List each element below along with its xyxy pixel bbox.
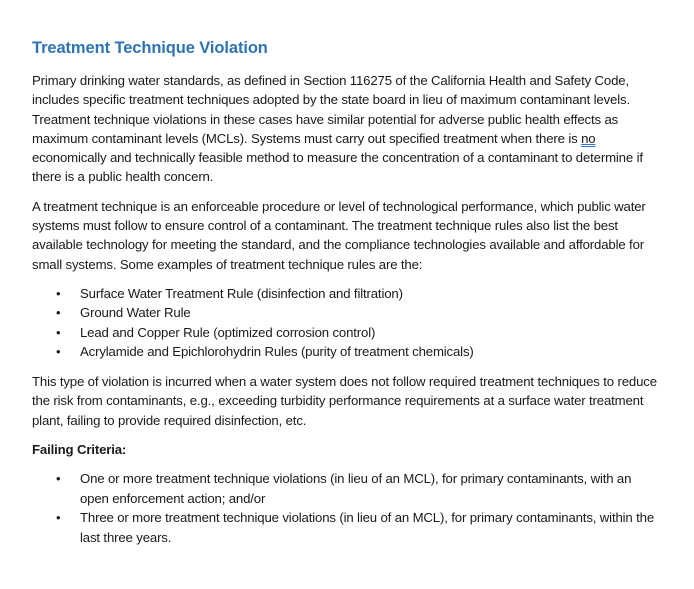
document-page	[32, 37, 662, 557]
bullet-icon: •	[56, 305, 61, 321]
list-item-text: Surface Water Treatment Rule (disinfection and filtration)	[80, 285, 403, 301]
list-item	[32, 323, 662, 343]
treatment-technique-paragraph: A treatment technique is an enforceable procedure or level of technological performance, which public water systems must follow to ensure control of a contaminant. The treatment technique rules also list the best available technology for meeting the standard, and the compliance technologies available and affordable for small systems. Some examples of treatment technique rules are the:	[32, 198, 646, 272]
intro-text-before: Primary drinking water standards, as defined in Section 116275 of the California Health and Safety Code, includes specific treatment techniques adopted by the state board in lieu of maximum contaminant levels. Treatment technique violations in these cases have similar potential for adverse public health effects as maximum contaminant levels (MCLs). Systems must carry out specified treatment when there is	[32, 73, 630, 146]
list-item-text: One or more treatment technique violations (in lieu of an MCL), for primary contaminants, with an open enforcement action; and/or	[80, 471, 632, 506]
list-item	[32, 469, 662, 508]
list-item	[32, 508, 662, 547]
list-item-text: Lead and Copper Rule (optimized corrosion control)	[80, 324, 376, 340]
list-item	[32, 284, 662, 304]
failing-criteria-heading: Failing Criteria:	[32, 441, 127, 457]
underlined-word: no	[581, 130, 596, 146]
document-title: Treatment Technique Violation	[32, 39, 268, 57]
list-item	[32, 342, 662, 362]
list-item-text: Acrylamide and Epichlorohydrin Rules (purity of treatment chemicals)	[80, 344, 474, 360]
bullet-icon: •	[56, 471, 61, 487]
violation-paragraph: This type of violation is incurred when a water system does not follow required treatment techniques to reduce the risk from contaminants, e.g., exceeding turbidity performance requirements at a surface water treatment plant, failing to provide required disinfection, etc.	[32, 373, 657, 428]
intro-paragraph	[32, 71, 662, 187]
bullet-icon: •	[56, 324, 61, 340]
rules-list	[32, 284, 662, 362]
criteria-list	[32, 469, 662, 547]
list-item-text: Ground Water Rule	[80, 305, 191, 321]
list-item-text: Three or more treatment technique violations (in lieu of an MCL), for primary contaminants, within the last three years.	[80, 510, 655, 545]
bullet-icon: •	[56, 285, 61, 301]
bullet-icon: •	[56, 344, 61, 360]
bullet-icon: •	[56, 510, 61, 526]
list-item	[32, 303, 662, 323]
intro-text-after: economically and technically feasible method to measure the concentration of a contaminant to determine if there is a public health concern.	[32, 150, 643, 185]
